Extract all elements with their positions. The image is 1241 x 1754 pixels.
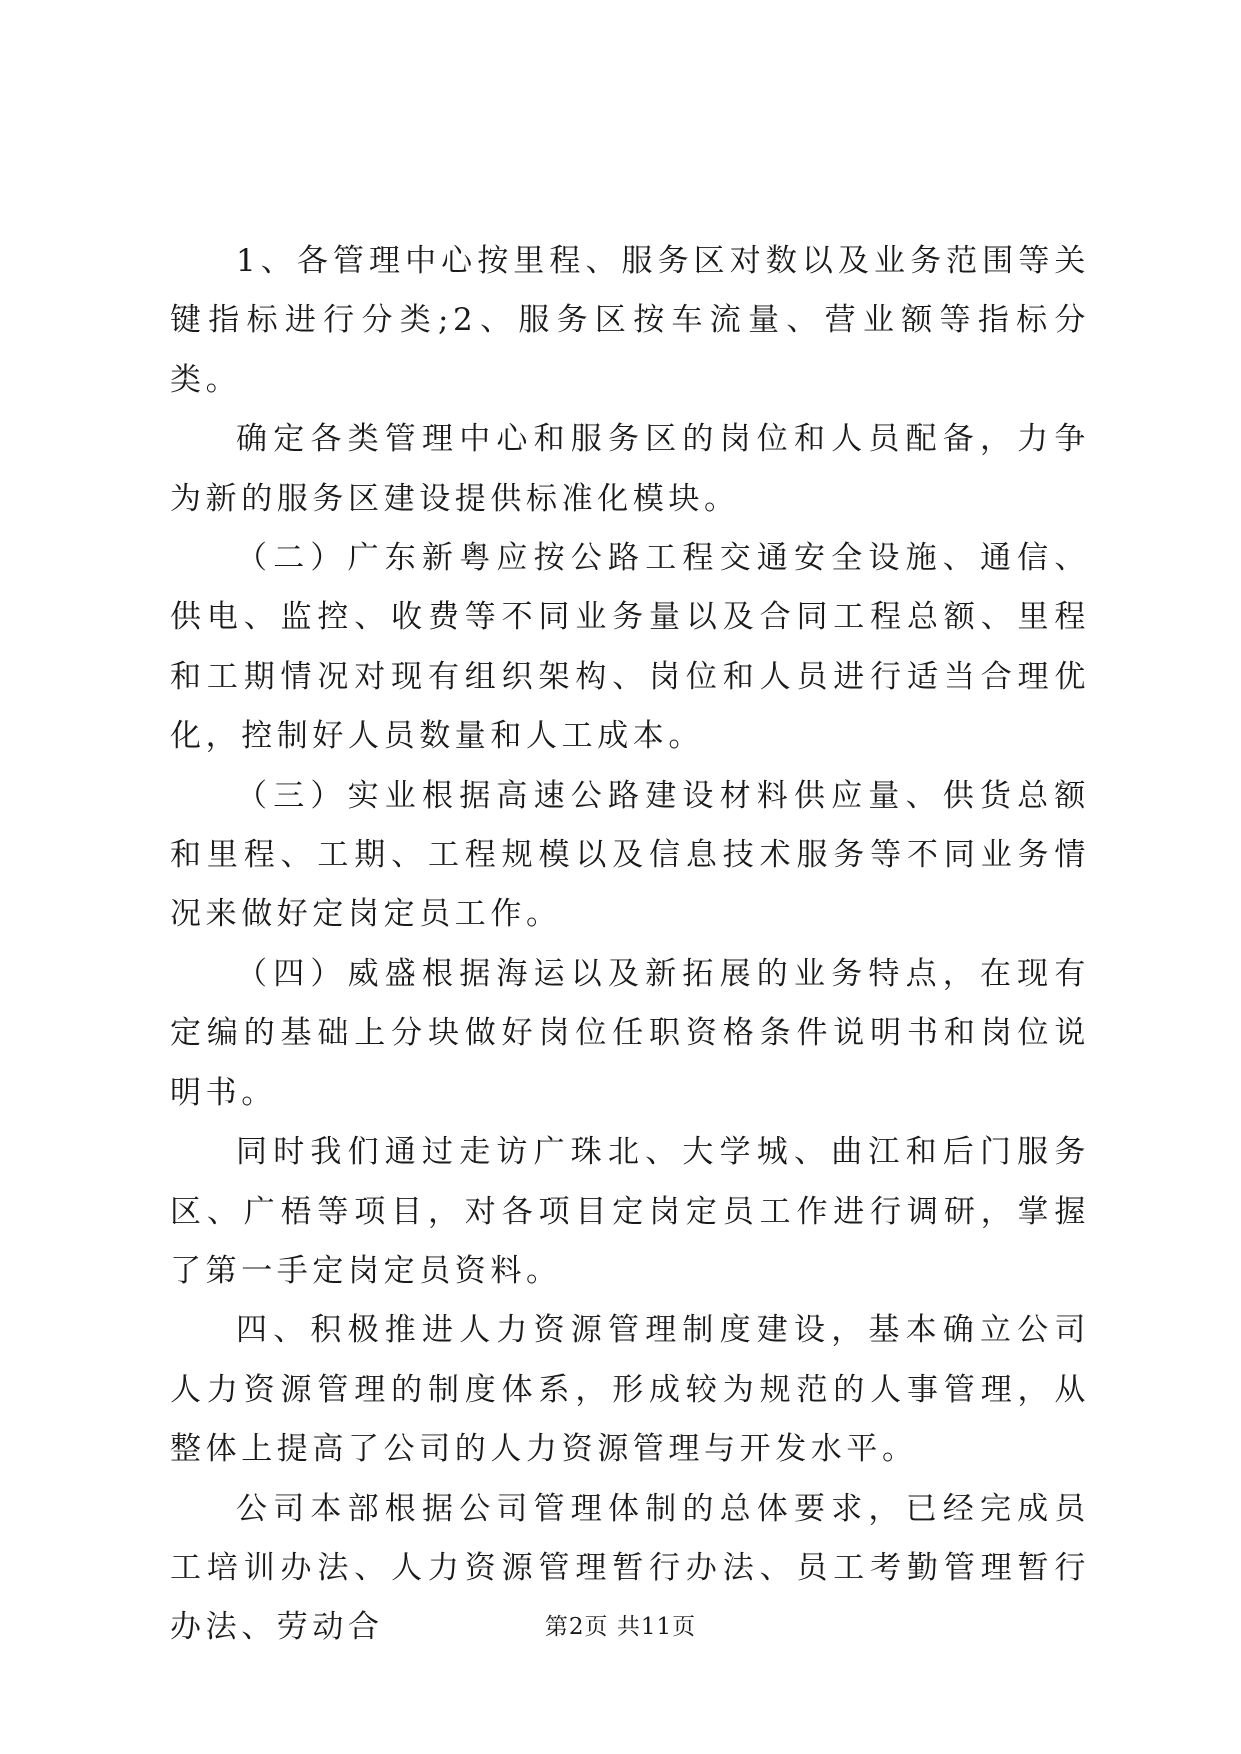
document-body xyxy=(170,232,1090,1658)
paragraph-6: 同时我们通过走访广珠北、大学城、曲江和后门服务区、广梧等项目，对各项目定岗定员工作进行调研，掌握了第一手定岗定员资料。 xyxy=(170,1134,1090,1289)
paragraph-2: 确定各类管理中心和服务区的岗位和人员配备，力争为新的服务区建设提供标准化模块。 xyxy=(170,421,1090,517)
paragraph-8: 公司本部根据公司管理体制的总体要求，已经完成员工培训办法、人力资源管理暂行办法、员工考勤管理暂行办法、劳动合 xyxy=(170,1490,1090,1646)
paragraph-7: 四、积极推进人力资源管理制度建设，基本确立公司人力资源管理的制度体系，形成较为规范的人事管理，从整体上提高了公司的人力资源管理与开发水平。 xyxy=(170,1312,1090,1468)
paragraph-5: （四）威盛根据海运以及新拓展的业务特点，在现有定编的基础上分块做好岗位任职资格条件说明书和岗位说明书。 xyxy=(170,955,1090,1111)
paragraph-3: （二）广东新粤应按公路工程交通安全设施、通信、供电、监控、收费等不同业务量以及合同工程总额、里程和工期情况对现有组织架构、岗位和人员进行适当合理优化，控制好人员数量和人工成本。 xyxy=(170,540,1090,755)
paragraph-1: 1、各管理中心按里程、服务区对数以及业务范围等关键指标进行分类;2、服务区按车流量、营业额等指标分类。 xyxy=(170,243,1090,398)
page-number-footer: 第2页 共11页 xyxy=(544,1614,697,1640)
paragraph-4: （三）实业根据高速公路建设材料供应量、供货总额和里程、工期、工程规模以及信息技术服务等不同业务情况来做好定岗定员工作。 xyxy=(170,777,1090,933)
